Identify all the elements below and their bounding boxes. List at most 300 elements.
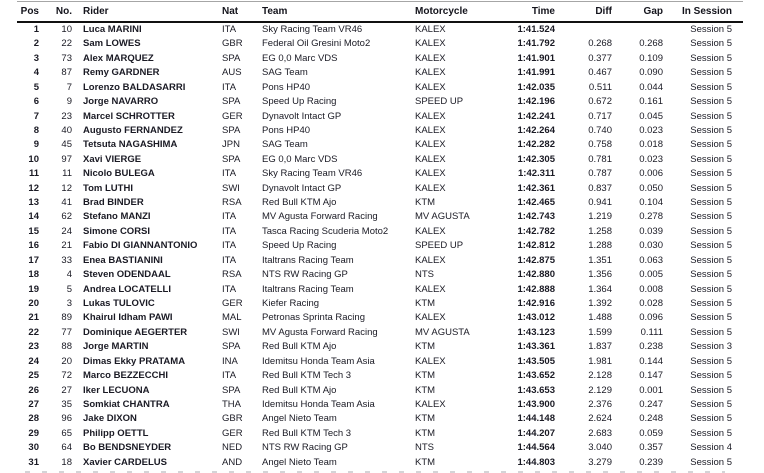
cell-pos: 8 (33, 124, 39, 136)
cell-rider: Jake DIXON (83, 413, 137, 425)
cell-moto: KTM (415, 427, 436, 439)
cell-gap: 0.018 (639, 139, 663, 151)
cell-moto: KALEX (415, 254, 446, 266)
cell-no: 18 (61, 456, 72, 468)
cell-rider: Brad BINDER (83, 197, 144, 209)
cell-team: Angel Nieto Team (262, 456, 337, 468)
cell-rider: Dominique AEGERTER (83, 326, 188, 338)
cell-team: Dynavolt Intact GP (262, 110, 342, 122)
cell-gap: 0.278 (639, 211, 663, 223)
cell-gap: 0.161 (639, 96, 663, 108)
cell-session: Session 5 (690, 283, 732, 295)
table-row (17, 22, 743, 37)
cell-pos: 9 (33, 139, 39, 151)
cell-time: 1:42.196 (517, 96, 555, 108)
cell-team: Petronas Sprinta Racing (262, 312, 365, 324)
cell-session: Session 5 (690, 355, 732, 367)
cell-pos: 27 (28, 398, 39, 410)
cell-moto: KALEX (415, 67, 446, 79)
cell-time: 1:42.465 (517, 197, 555, 209)
results-body (17, 22, 743, 470)
cell-team: NTS RW Racing GP (262, 442, 348, 454)
cell-nat: ITA (222, 370, 237, 382)
cell-moto: KTM (415, 456, 436, 468)
table-row (17, 95, 743, 109)
cell-gap: 0.238 (639, 341, 663, 353)
cell-nat: GBR (222, 38, 243, 50)
cell-time: 1:42.812 (517, 240, 555, 252)
cell-diff: 1.599 (588, 326, 612, 338)
cell-diff: 1.981 (588, 355, 612, 367)
cell-rider: Somkiat CHANTRA (83, 398, 170, 410)
cell-team: Idemitsu Honda Team Asia (262, 355, 375, 367)
table-row (17, 153, 743, 167)
cell-team: Idemitsu Honda Team Asia (262, 398, 375, 410)
cell-rider: Jorge MARTIN (83, 341, 149, 353)
table-row (17, 239, 743, 253)
cell-gap: 0.023 (639, 153, 663, 165)
table-row (17, 225, 743, 239)
col-header-nat: Nat (222, 6, 239, 17)
cell-nat: ITA (222, 168, 237, 180)
timing-sheet (17, 1, 743, 473)
cell-diff: 2.128 (588, 370, 612, 382)
cell-diff: 1.364 (588, 283, 612, 295)
cell-team: Dynavolt Intact GP (262, 182, 342, 194)
cell-team: EG 0,0 Marc VDS (262, 52, 338, 64)
cell-nat: INA (222, 355, 238, 367)
cell-diff: 0.837 (588, 182, 612, 194)
cell-rider: Marco BEZZECCHI (83, 370, 168, 382)
cell-nat: JPN (222, 139, 240, 151)
cell-pos: 16 (28, 240, 39, 252)
cell-pos: 24 (28, 355, 39, 367)
cell-team: Speed Up Racing (262, 240, 337, 252)
cell-time: 1:42.743 (517, 211, 555, 223)
cell-rider: Simone CORSI (83, 225, 151, 237)
cell-no: 5 (66, 283, 72, 295)
cell-pos: 19 (28, 283, 39, 295)
cell-session: Session 5 (690, 124, 732, 136)
cell-moto: MV AGUSTA (415, 211, 470, 223)
cell-gap: 0.268 (639, 38, 663, 50)
table-row (17, 340, 743, 354)
cell-rider: Sam LOWES (83, 38, 141, 50)
cell-session: Session 5 (690, 153, 732, 165)
cell-nat: ITA (222, 254, 237, 266)
col-header-team: Team (262, 6, 288, 17)
cell-rider: Andrea LOCATELLI (83, 283, 171, 295)
cell-rider: Augusto FERNANDEZ (83, 124, 183, 136)
table-row (17, 110, 743, 124)
cell-gap: 0.248 (639, 413, 663, 425)
cell-pos: 23 (28, 341, 39, 353)
cell-diff: 0.787 (588, 168, 612, 180)
cell-session: Session 5 (690, 96, 732, 108)
cell-diff: 0.941 (588, 197, 612, 209)
cell-pos: 21 (28, 312, 39, 324)
header-row (17, 2, 743, 23)
cell-gap: 0.247 (639, 398, 663, 410)
cell-moto: KALEX (415, 124, 446, 136)
cell-team: SAG Team (262, 139, 308, 151)
cell-nat: SPA (222, 96, 241, 108)
cell-session: Session 5 (690, 24, 732, 35)
cell-gap: 0.063 (639, 254, 663, 266)
cell-gap: 0.147 (639, 370, 663, 382)
cell-no: 87 (61, 67, 72, 79)
cell-pos: 18 (28, 269, 39, 281)
cell-pos: 4 (33, 67, 39, 79)
cell-no: 89 (61, 312, 72, 324)
table-row (17, 369, 743, 383)
cell-moto: KALEX (415, 52, 446, 64)
cell-team: Sky Racing Team VR46 (262, 168, 363, 180)
cell-no: 20 (61, 355, 72, 367)
cell-session: Session 3 (690, 341, 732, 353)
cell-diff: 0.511 (588, 81, 612, 93)
cell-pos: 20 (28, 298, 39, 310)
cell-nat: THA (222, 398, 241, 410)
table-row (17, 167, 743, 181)
cell-diff: 2.624 (588, 413, 612, 425)
table-row (17, 297, 743, 311)
table-row (17, 384, 743, 398)
cell-pos: 29 (28, 427, 39, 439)
cell-moto: KALEX (415, 38, 446, 50)
cell-no: 35 (61, 398, 72, 410)
cell-no: 40 (61, 124, 72, 136)
table-row (17, 326, 743, 340)
cell-nat: ITA (222, 24, 237, 35)
cell-team: EG 0,0 Marc VDS (262, 153, 338, 165)
cell-moto: KALEX (415, 398, 446, 410)
col-header-time: Time (531, 6, 555, 17)
cell-team: Italtrans Racing Team (262, 283, 354, 295)
cell-pos: 30 (28, 442, 39, 454)
table-row (17, 254, 743, 268)
cell-time: 1:44.803 (517, 456, 555, 468)
table-row (17, 355, 743, 369)
cell-moto: KALEX (415, 81, 446, 93)
cell-session: Session 5 (690, 312, 732, 324)
cell-gap: 0.008 (639, 283, 663, 295)
cell-rider: Lorenzo BALDASARRI (83, 81, 186, 93)
cell-moto: KALEX (415, 225, 446, 237)
cell-moto: KALEX (415, 312, 446, 324)
cell-rider: Xavi VIERGE (83, 153, 142, 165)
col-header-gap: Gap (643, 6, 663, 17)
cell-diff: 0.740 (588, 124, 612, 136)
cell-team: Red Bull KTM Ajo (262, 341, 337, 353)
cell-time: 1:44.148 (517, 413, 555, 425)
cell-no: 4 (66, 269, 72, 281)
cell-diff: 1.219 (588, 211, 612, 223)
cell-diff: 2.376 (588, 398, 612, 410)
cell-no: 33 (61, 254, 72, 266)
cell-gap: 0.006 (639, 168, 663, 180)
cell-pos: 6 (33, 96, 39, 108)
cell-pos: 25 (28, 370, 39, 382)
cell-pos: 22 (28, 326, 39, 338)
cell-nat: SWI (222, 182, 240, 194)
cell-diff: 0.672 (588, 96, 612, 108)
col-header-in-session: In Session (681, 6, 732, 17)
cell-no: 45 (61, 139, 72, 151)
cell-team: Kiefer Racing (262, 298, 320, 310)
cell-diff: 0.781 (588, 153, 612, 165)
cell-session: Session 5 (690, 254, 732, 266)
cell-session: Session 5 (690, 413, 732, 425)
cell-team: Red Bull KTM Tech 3 (262, 370, 352, 382)
cell-pos: 1 (33, 24, 39, 35)
table-row (17, 427, 743, 441)
cell-moto: KALEX (415, 182, 446, 194)
cell-rider: Stefano MANZI (83, 211, 151, 223)
cell-team: Red Bull KTM Tech 3 (262, 427, 352, 439)
cell-moto: KALEX (415, 355, 446, 367)
cell-gap: 0.104 (639, 197, 663, 209)
cell-nat: SPA (222, 341, 241, 353)
cell-diff: 0.717 (588, 110, 612, 122)
cell-gap: 0.050 (639, 182, 663, 194)
table-row (17, 441, 743, 455)
cell-team: Federal Oil Gresini Moto2 (262, 38, 371, 50)
cell-diff: 1.258 (588, 225, 612, 237)
cell-nat: ITA (222, 240, 237, 252)
cell-gap: 0.001 (639, 384, 663, 396)
cell-no: 97 (61, 153, 72, 165)
cell-gap (612, 22, 663, 37)
cell-time: 1:42.305 (517, 153, 555, 165)
cell-gap: 0.111 (640, 326, 663, 338)
cell-no: 77 (61, 326, 72, 338)
cell-team: MV Agusta Forward Racing (262, 211, 378, 223)
cell-team: MV Agusta Forward Racing (262, 326, 378, 338)
cell-nat: SWI (222, 326, 240, 338)
cell-session: Session 5 (690, 298, 732, 310)
cell-moto: KTM (415, 298, 436, 310)
cell-pos: 15 (28, 225, 39, 237)
cell-no: 12 (61, 182, 72, 194)
cell-moto: KTM (415, 370, 436, 382)
cell-session: Session 5 (690, 81, 732, 93)
cell-no: 11 (62, 168, 72, 180)
cell-time: 1:43.652 (517, 370, 555, 382)
cell-session: Session 5 (690, 67, 732, 79)
cell-time: 1:43.505 (517, 355, 555, 367)
cell-session: Session 5 (690, 456, 732, 468)
cell-nat: AUS (222, 67, 242, 79)
cell-moto: NTS (415, 442, 434, 454)
cell-session: Session 5 (690, 38, 732, 50)
cell-gap: 0.059 (639, 427, 663, 439)
cell-no: 7 (66, 81, 72, 93)
col-header-rider: Rider (83, 6, 109, 17)
cell-session: Session 5 (690, 52, 732, 64)
cell-no: 88 (61, 341, 72, 353)
col-header-no: No. (55, 6, 72, 17)
cell-rider: Alex MARQUEZ (83, 52, 154, 64)
cell-rider: Luca MARINI (83, 24, 142, 35)
cell-session: Session 5 (690, 197, 732, 209)
cell-nat: GER (222, 427, 243, 439)
cell-session: Session 5 (690, 139, 732, 151)
cell-session: Session 5 (690, 240, 732, 252)
cell-team: Pons HP40 (262, 124, 311, 136)
cell-moto: KTM (415, 341, 436, 353)
col-header-diff: Diff (595, 6, 612, 17)
cell-time: 1:42.361 (517, 182, 555, 194)
cell-team: Sky Racing Team VR46 (262, 24, 363, 35)
cell-pos: 3 (33, 52, 39, 64)
cell-time: 1:44.564 (517, 442, 555, 454)
cell-team: Red Bull KTM Ajo (262, 384, 337, 396)
cell-diff: 1.288 (588, 240, 612, 252)
cell-session: Session 5 (690, 110, 732, 122)
cell-rider: Jorge NAVARRO (83, 96, 159, 108)
cell-nat: NED (222, 442, 243, 454)
cell-nat: MAL (222, 312, 242, 324)
cell-session: Session 5 (690, 211, 732, 223)
cell-nat: RSA (222, 269, 242, 281)
cell-nat: ITA (222, 81, 237, 93)
cell-gap: 0.239 (639, 456, 663, 468)
cell-session: Session 5 (690, 427, 732, 439)
cell-diff: 0.377 (588, 52, 612, 64)
col-header-motorcycle: Motorcycle (415, 6, 468, 17)
cell-nat: RSA (222, 197, 242, 209)
cell-session: Session 5 (690, 168, 732, 180)
cell-pos: 7 (33, 110, 39, 122)
cell-diff: 1.356 (588, 269, 612, 281)
cell-nat: ITA (222, 211, 237, 223)
table-row (17, 81, 743, 95)
table-row (17, 182, 743, 196)
cell-no: 27 (61, 384, 72, 396)
cell-time: 1:42.888 (517, 283, 555, 295)
cell-pos: 31 (28, 456, 39, 468)
cell-nat: ITA (222, 283, 237, 295)
cell-gap: 0.044 (639, 81, 663, 93)
cell-gap: 0.090 (639, 67, 663, 79)
cell-time: 1:43.123 (517, 326, 555, 338)
cell-moto: KTM (415, 384, 436, 396)
cell-gap: 0.023 (639, 124, 663, 136)
cell-nat: GER (222, 298, 243, 310)
cell-nat: SPA (222, 124, 241, 136)
cell-no: 23 (61, 110, 72, 122)
cell-pos: 5 (33, 81, 39, 93)
cell-time: 1:42.875 (517, 254, 555, 266)
cell-time: 1:42.880 (517, 269, 555, 281)
cell-no: 41 (61, 197, 72, 209)
table-row (17, 398, 743, 412)
cell-diff: 3.279 (588, 456, 612, 468)
cell-rider: Remy GARDNER (83, 67, 160, 79)
cell-diff: 0.758 (588, 139, 612, 151)
cell-moto: NTS (415, 269, 434, 281)
cell-rider: Steven ODENDAAL (83, 269, 171, 281)
cell-no: 62 (61, 211, 72, 223)
cell-nat: AND (222, 456, 243, 468)
cell-diff: 1.351 (588, 254, 612, 266)
cell-gap: 0.028 (639, 298, 663, 310)
cell-moto: KALEX (415, 168, 446, 180)
cell-nat: GBR (222, 413, 243, 425)
table-row (17, 210, 743, 224)
cell-moto: KALEX (415, 110, 446, 122)
cell-diff (555, 22, 612, 37)
cell-session: Session 5 (690, 370, 732, 382)
col-header-pos: Pos (20, 6, 39, 17)
cell-pos: 11 (28, 168, 39, 180)
cell-diff: 3.040 (588, 442, 612, 454)
table-row (17, 456, 743, 470)
cell-diff: 2.683 (588, 427, 612, 439)
cell-diff: 0.467 (588, 67, 612, 79)
cell-pos: 17 (28, 254, 39, 266)
cell-rider: Tetsuta NAGASHIMA (83, 139, 178, 151)
cell-gap: 0.005 (639, 269, 663, 281)
cell-time: 1:43.361 (517, 341, 555, 353)
cell-moto: KALEX (415, 24, 446, 35)
cell-nat: GER (222, 110, 243, 122)
cell-time: 1:43.653 (517, 384, 555, 396)
table-row (17, 52, 743, 66)
cell-session: Session 4 (690, 442, 732, 454)
results-table (17, 1, 743, 470)
cell-gap: 0.039 (639, 225, 663, 237)
table-row (17, 268, 743, 282)
cell-time: 1:43.900 (517, 398, 555, 410)
cell-nat: SPA (222, 52, 241, 64)
cell-pos: 13 (28, 197, 39, 209)
cell-rider: Fabio DI GIANNANTONIO (83, 240, 198, 252)
cell-gap: 0.096 (639, 312, 663, 324)
cell-rider: Marcel SCHROTTER (83, 110, 175, 122)
cell-team: Tasca Racing Scuderia Moto2 (262, 225, 389, 237)
cell-pos: 26 (28, 384, 39, 396)
cell-gap: 0.144 (639, 355, 663, 367)
cell-no: 21 (61, 240, 72, 252)
cell-time: 1:41.901 (517, 52, 555, 64)
cell-no: 64 (61, 442, 72, 454)
cell-rider: Enea BASTIANINI (83, 254, 163, 266)
cell-time: 1:42.241 (517, 110, 555, 122)
cell-pos: 2 (33, 38, 39, 50)
table-row (17, 138, 743, 152)
cell-nat: SPA (222, 384, 241, 396)
cell-moto: KTM (415, 197, 436, 209)
cell-team: SAG Team (262, 67, 308, 79)
cell-session: Session 5 (690, 326, 732, 338)
cell-no: 3 (66, 298, 72, 310)
cell-session: Session 5 (690, 398, 732, 410)
cell-diff: 2.129 (588, 384, 612, 396)
cell-gap: 0.045 (639, 110, 663, 122)
cell-diff: 1.837 (588, 341, 612, 353)
cell-pos: 10 (28, 153, 39, 165)
cell-rider: Lukas TULOVIC (83, 298, 155, 310)
cell-team: Pons HP40 (262, 81, 311, 93)
cell-nat: ITA (222, 225, 237, 237)
cell-rider: Nicolo BULEGA (83, 168, 155, 180)
cell-gap: 0.109 (639, 52, 663, 64)
cell-pos: 14 (28, 211, 39, 223)
cell-team: Italtrans Racing Team (262, 254, 354, 266)
cell-moto: KALEX (415, 153, 446, 165)
